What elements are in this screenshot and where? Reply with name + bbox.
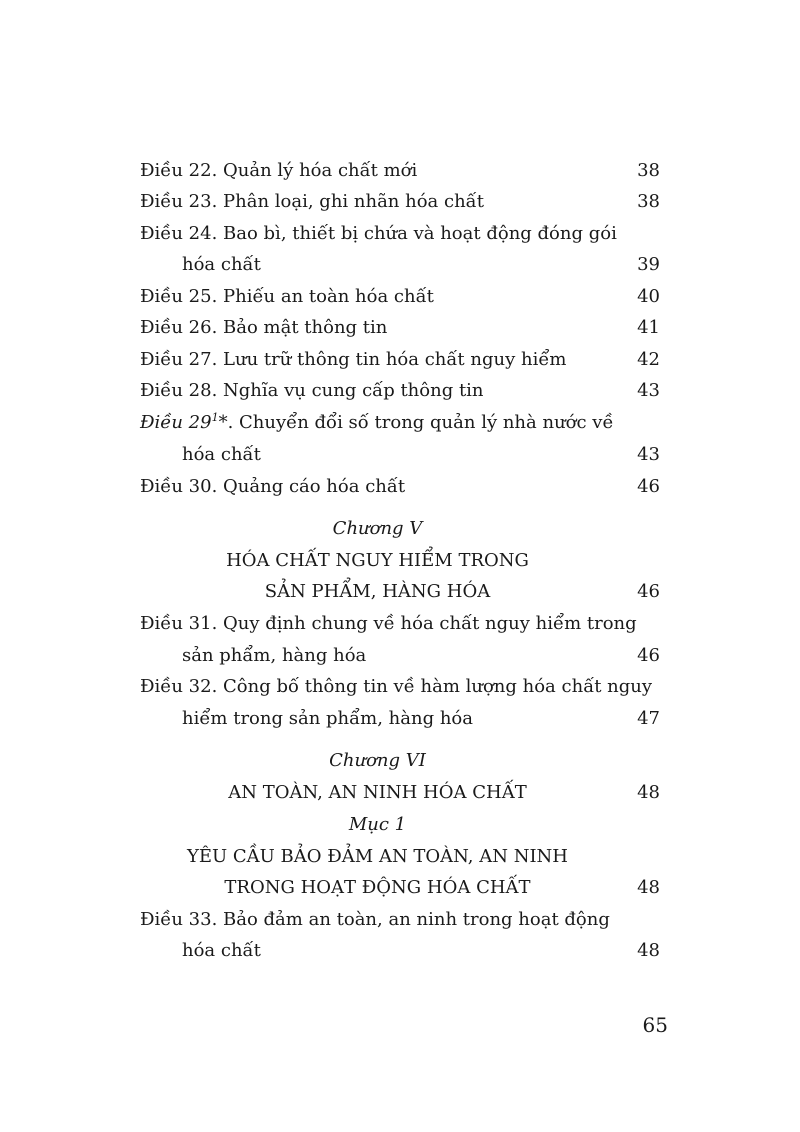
toc-entry-italic-label: Điều 29 xyxy=(140,412,212,433)
section-title: YÊU CẦU BẢO ĐẢM AN TOÀN, AN NINH xyxy=(186,846,568,867)
toc-entry-title: Điều 23. Phân loại, ghi nhãn hóa chất xyxy=(140,191,484,212)
toc-entry-page: 43 xyxy=(637,380,660,401)
chapter-title: HÓA CHẤT NGUY HIỂM TRONG xyxy=(226,550,529,571)
toc-entry-title: Điều 33. Bảo đảm an toàn, an ninh trong hoạt động xyxy=(140,909,610,930)
toc-entry-page: 42 xyxy=(637,349,660,370)
toc-entry-title-rest: . Chuyển đổi số trong quản lý nhà nước về xyxy=(227,412,614,433)
toc-entry-title: Điều 32. Công bố thông tin về hàm lượng hóa chất nguy xyxy=(140,676,653,697)
toc-entry-page: 46 xyxy=(637,581,660,602)
toc-entry-title-cont: hóa chất xyxy=(182,254,261,275)
toc-entry-title: Điều 30. Quảng cáo hóa chất xyxy=(140,476,406,497)
toc-entry-title: Điều 24. Bao bì, thiết bị chứa và hoạt động đóng gói xyxy=(140,223,617,244)
toc-entry-page: 47 xyxy=(637,708,660,729)
toc-entry-title: Điều 26. Bảo mật thông tin xyxy=(140,317,388,338)
toc-entry-page: 41 xyxy=(637,317,660,338)
toc-entry-title: Điều 22. Quản lý hóa chất mới xyxy=(140,160,418,181)
toc-entry-title-cont: sản phẩm, hàng hóa xyxy=(182,645,367,666)
toc-entry-page: 48 xyxy=(637,940,660,961)
chapter-title: SẢN PHẨM, HÀNG HÓA xyxy=(264,581,491,602)
toc-entry-title: Điều 25. Phiếu an toàn hóa chất xyxy=(140,286,434,307)
toc-entry-page: 38 xyxy=(637,160,660,181)
page-number: 65 xyxy=(642,1013,668,1037)
toc-entry-page: 38 xyxy=(637,191,660,212)
section-title: TRONG HOẠT ĐỘNG HÓA CHẤT xyxy=(224,877,531,898)
toc-entry-page: 40 xyxy=(637,286,660,307)
toc-entry-page: 46 xyxy=(637,645,660,666)
section-label: Mục 1 xyxy=(348,814,407,835)
toc-entry-title: Điều 31. Quy định chung về hóa chất nguy hiểm trong xyxy=(140,613,637,634)
chapter-title: AN TOÀN, AN NINH HÓA CHẤT xyxy=(228,782,527,803)
toc-entry-page: 46 xyxy=(637,476,660,497)
amendment-star: * xyxy=(218,412,228,433)
chapter-label: Chương V xyxy=(332,518,423,539)
toc-entry-page: 48 xyxy=(637,782,660,803)
toc-entry-title: Điều 27. Lưu trữ thông tin hóa chất nguy hiểm xyxy=(140,349,567,370)
footnote-marker: 1 xyxy=(211,411,219,424)
chapter-label: Chương VI xyxy=(329,750,426,771)
toc-entry-title-cont: hiểm trong sản phẩm, hàng hóa xyxy=(182,708,473,729)
toc-entry-page: 39 xyxy=(637,254,660,275)
toc-entry-page: 48 xyxy=(637,877,660,898)
toc-entry-title xyxy=(140,410,614,436)
toc-entry-title: Điều 28. Nghĩa vụ cung cấp thông tin xyxy=(140,380,484,401)
toc-entry-title-cont: hóa chất xyxy=(182,940,261,961)
toc-entry-page: 43 xyxy=(637,444,660,465)
toc-entry-title-cont: hóa chất xyxy=(182,444,261,465)
